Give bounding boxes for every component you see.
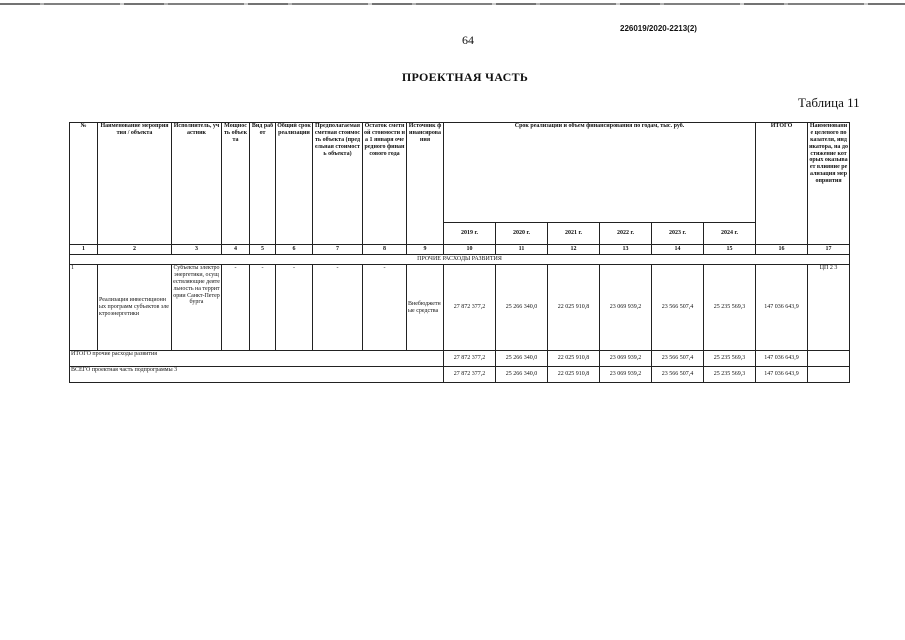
- row-value: 23 566 507,4: [652, 265, 704, 351]
- row-value: 22 025 910,8: [548, 265, 600, 351]
- header-financing-group: Срок реализации и объем финансирования по годам, тыс. руб.: [444, 123, 756, 223]
- grand-total-value: 23 566 507,4: [652, 367, 704, 383]
- row-source: Внебюджетные средства: [407, 265, 444, 351]
- grand-total-value: 23 069 939,2: [600, 367, 652, 383]
- header-indicator: Наименование целевого показателя, индикатора, на достижение которых оказывает влияние реализация мероприятия: [808, 123, 850, 245]
- column-number: 6: [276, 245, 313, 255]
- subtotal-total: 147 036 643,9: [756, 351, 808, 367]
- column-number: 8: [363, 245, 407, 255]
- scan-edge-line: [0, 3, 905, 5]
- column-number: 12: [548, 245, 600, 255]
- grand-total-total: 147 036 643,9: [756, 367, 808, 383]
- column-number: 15: [704, 245, 756, 255]
- row-value: 23 069 939,2: [600, 265, 652, 351]
- column-number: 3: [172, 245, 222, 255]
- subtotal-row: [70, 351, 850, 367]
- row-executor: Субъекты электроэнергетики, осуществляющие деятельность на территории Санкт-Петербурга: [172, 265, 222, 351]
- header-capacity: Мощность объекта: [222, 123, 250, 245]
- header-total: ИТОГО: [756, 123, 808, 245]
- row-num: 1: [70, 265, 98, 351]
- subtotal-label: ИТОГО прочие расходы развития: [70, 351, 444, 367]
- column-number: 10: [444, 245, 496, 255]
- header-source: Источник финансирования: [407, 123, 444, 245]
- header-year: 2022 г.: [600, 223, 652, 245]
- grand-total-value: 25 235 569,3: [704, 367, 756, 383]
- row-value: 25 235 569,3: [704, 265, 756, 351]
- header-num: №: [70, 123, 98, 245]
- grand-total-indicator-empty: [808, 367, 850, 383]
- header-executor: Исполнитель, участник: [172, 123, 222, 245]
- row-period: -: [276, 265, 313, 351]
- row-est-cost: -: [313, 265, 363, 351]
- grand-total-label: ВСЕГО проектная часть подпрограммы 3: [70, 367, 444, 383]
- grand-total-value: 27 872 377,2: [444, 367, 496, 383]
- grand-total-row: [70, 367, 850, 383]
- page-number: 64: [462, 33, 474, 47]
- table-label: Таблица 11: [798, 95, 860, 110]
- column-number: 9: [407, 245, 444, 255]
- row-indicator: ЦП 2 3: [808, 265, 850, 351]
- grand-total-value: 25 266 340,0: [496, 367, 548, 383]
- page-title: ПРОЕКТНАЯ ЧАСТЬ: [401, 70, 529, 84]
- column-number: 14: [652, 245, 704, 255]
- column-number: 17: [808, 245, 850, 255]
- subtotal-value: 22 025 910,8: [548, 351, 600, 367]
- subtotal-indicator-empty: [808, 351, 850, 367]
- row-capacity: -: [222, 265, 250, 351]
- header-year: 2020 г.: [496, 223, 548, 245]
- header-work-type: Вид работ: [250, 123, 276, 245]
- header-period: Общий срок реализации: [276, 123, 313, 245]
- column-number: 1: [70, 245, 98, 255]
- header-remaining: Остаток сметной стоимости на 1 января очередного финансового года: [363, 123, 407, 245]
- row-work-type: -: [250, 265, 276, 351]
- document-number: 226019/2020-2213(2): [620, 24, 697, 33]
- column-number: 11: [496, 245, 548, 255]
- row-name: Реализация инвестиционных программ субъектов электроэнергетики: [98, 265, 172, 351]
- row-value: 25 266 340,0: [496, 265, 548, 351]
- header-year: 2023 г.: [652, 223, 704, 245]
- financing-table: [69, 122, 850, 383]
- column-number: 4: [222, 245, 250, 255]
- row-remaining: -: [363, 265, 407, 351]
- header-year: 2021 г.: [548, 223, 600, 245]
- column-numbers-row: [70, 245, 850, 255]
- header-year: 2024 г.: [704, 223, 756, 245]
- column-number: 16: [756, 245, 808, 255]
- subtotal-value: 27 872 377,2: [444, 351, 496, 367]
- subtotal-value: 25 266 340,0: [496, 351, 548, 367]
- section-title: ПРОЧИЕ РАСХОДЫ РАЗВИТИЯ: [70, 255, 850, 265]
- table-row: [70, 265, 850, 351]
- subtotal-value: 23 069 939,2: [600, 351, 652, 367]
- column-number: 7: [313, 245, 363, 255]
- row-total: 147 036 643,9: [756, 265, 808, 351]
- header-year: 2019 г.: [444, 223, 496, 245]
- header-row: [70, 123, 850, 223]
- column-number: 5: [250, 245, 276, 255]
- column-number: 13: [600, 245, 652, 255]
- subtotal-value: 23 566 507,4: [652, 351, 704, 367]
- grand-total-value: 22 025 910,8: [548, 367, 600, 383]
- column-number: 2: [98, 245, 172, 255]
- section-row: [70, 255, 850, 265]
- row-value: 27 872 377,2: [444, 265, 496, 351]
- header-name: Наименование мероприятия / объекта: [98, 123, 172, 245]
- header-est-cost: Предполагаемая сметная стоимость объекта (предельная стоимость объекта): [313, 123, 363, 245]
- subtotal-value: 25 235 569,3: [704, 351, 756, 367]
